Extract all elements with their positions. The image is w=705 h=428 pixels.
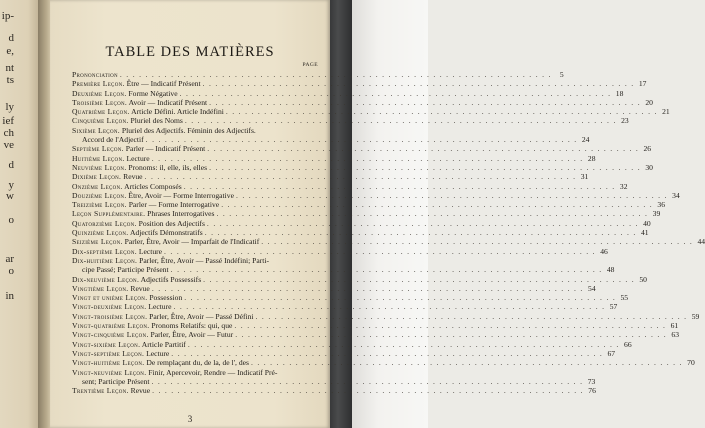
lesson-topic-continued: sent; Participe Présent	[82, 376, 150, 386]
lesson-topic: Article Défini. Article Indéfini	[129, 107, 224, 117]
toc-entry-title	[72, 116, 183, 125]
toc-entry	[72, 218, 651, 228]
dot-leader	[209, 98, 641, 107]
toc-page-number: 76	[588, 386, 596, 396]
dot-leader	[234, 321, 666, 330]
dot-leader	[145, 172, 577, 181]
lesson-label: Quatrième Leçon.	[72, 107, 130, 117]
lesson-topic: De remplaçant du, de la, de l', des	[144, 358, 249, 368]
lesson-topic: Avoir — Indicatif Présent	[127, 97, 208, 107]
dot-leader	[203, 275, 635, 284]
toc-page-number: 50	[639, 274, 647, 284]
dot-leader	[152, 284, 584, 293]
toc-entry-title	[72, 228, 203, 237]
toc-entry	[72, 386, 596, 396]
toc-page-number: 48	[606, 265, 615, 275]
toc-page-number: 61	[670, 321, 679, 331]
toc-entry	[72, 283, 596, 293]
lesson-topic: Parler, Être, Avoir — Futur	[148, 330, 234, 340]
toc-entry	[72, 79, 647, 89]
page-title: TABLE DES MATIÈRES	[105, 44, 275, 60]
facing-page-text-fragment: w	[6, 190, 14, 202]
toc-page-number: 32	[619, 181, 628, 191]
lesson-topic-continued: Accord de l'Adjectif	[82, 135, 144, 145]
lesson-label: Dixième Leçon.	[72, 172, 122, 182]
facing-page-text-fragment: ief	[2, 115, 14, 127]
lesson-label: Dix-septième Leçon.	[72, 246, 137, 256]
toc-page-number: 30	[645, 162, 653, 172]
toc-entry-title	[72, 302, 172, 311]
dot-leader	[221, 200, 653, 209]
lesson-topic: Revue	[128, 386, 151, 396]
toc-entry-title	[72, 330, 233, 339]
lesson-topic: Finir, Apercevoir, Rendre — Indicatif Pré-	[146, 367, 278, 377]
lesson-label: Vingt-neuvième Leçon.	[72, 367, 147, 377]
lesson-topic: Revue	[121, 172, 143, 182]
toc-entry-title	[72, 237, 259, 246]
toc-entry	[72, 144, 652, 154]
toc-entry-title	[72, 358, 249, 367]
toc-entry	[72, 172, 589, 182]
lesson-label: Treizième Leçon.	[72, 200, 127, 210]
lesson-topic: Pluriel des Adjectifs. Féminin des Adjectifs.	[119, 125, 256, 135]
contents-page	[50, 0, 705, 428]
toc-entry-title	[72, 172, 143, 181]
facing-page-text-fragment: ve	[3, 139, 14, 151]
lesson-topic: Parler — Forme Interrogative	[126, 200, 220, 210]
toc-page-number: 18	[615, 88, 624, 98]
dot-leader	[146, 135, 578, 144]
dot-leader	[185, 116, 617, 125]
toc-entry	[72, 255, 615, 275]
toc-page-number: 28	[587, 153, 596, 163]
lesson-topic: Phrases Interrogatives	[145, 209, 215, 219]
dot-leader	[184, 293, 616, 302]
toc-entry	[72, 190, 680, 200]
lesson-topic: Possession	[147, 293, 183, 303]
lesson-label: Cinquième Leçon.	[72, 116, 129, 126]
toc-entry-title	[72, 209, 214, 218]
toc-entry-title	[72, 368, 277, 377]
table-of-contents	[72, 70, 705, 396]
dot-leader	[256, 312, 688, 321]
toc-entry-title	[72, 89, 178, 98]
lesson-topic: Pronoms: il, elle, ils, elles	[126, 162, 208, 172]
dot-leader	[120, 70, 552, 79]
lesson-topic: Parler — Indicatif Présent	[123, 144, 206, 154]
dot-leader	[226, 107, 658, 116]
toc-page-number: 20	[645, 97, 653, 107]
toc-entry-title	[72, 70, 118, 79]
lesson-label: Sixième Leçon.	[72, 125, 120, 135]
toc-page-number: 24	[581, 135, 590, 145]
toc-entry	[72, 162, 653, 172]
dot-leader	[205, 228, 637, 237]
lesson-label: Prononciation	[72, 70, 118, 79]
lesson-label: Vingt-cinquième Leçon.	[72, 330, 149, 340]
lesson-topic: Lecture	[144, 348, 170, 358]
facing-page-text-fragment: ts	[6, 74, 14, 86]
toc-entry-title	[72, 219, 205, 228]
lesson-topic: Parler, Être, Avoir — Imparfait de l'Indicatif	[122, 237, 260, 247]
toc-entry-title	[72, 349, 169, 358]
facing-page-text-fragment: d	[8, 159, 14, 171]
toc-page-number: 31	[580, 172, 589, 182]
toc-entry	[72, 367, 596, 387]
toc-entry-title	[72, 154, 150, 163]
toc-entry	[72, 125, 590, 145]
lesson-label: Seizième Leçon.	[72, 237, 123, 247]
toc-entry-title	[72, 275, 201, 284]
lesson-topic: Article Partitif	[140, 339, 186, 349]
dot-leader	[261, 237, 693, 246]
toc-page-number: 46	[600, 246, 608, 256]
lesson-label: Vingt-troisième Leçon.	[72, 311, 148, 321]
toc-entry	[72, 209, 661, 219]
toc-entry	[72, 321, 679, 331]
toc-entry	[72, 274, 647, 284]
toc-page-number: 26	[643, 144, 652, 154]
page-column-header: PAGE	[302, 62, 318, 68]
toc-entry-title	[72, 247, 162, 256]
toc-entry	[72, 88, 624, 98]
toc-page-number: 17	[638, 79, 647, 89]
toc-entry	[72, 97, 653, 107]
toc-page-number: 40	[643, 218, 651, 228]
toc-entry-title	[72, 256, 269, 265]
toc-entry	[72, 339, 632, 349]
dot-leader	[164, 247, 596, 256]
lesson-topic: Adjectifs Démonstratifs	[128, 228, 203, 238]
dot-leader	[207, 219, 639, 228]
toc-page-number: 36	[657, 200, 665, 210]
lesson-label: Huitième Leçon.	[72, 153, 125, 163]
toc-page-number: 21	[662, 107, 670, 117]
lesson-topic: Revue	[128, 283, 150, 293]
facing-page-text-fragment: y	[8, 179, 14, 191]
dot-leader	[236, 191, 668, 200]
lesson-topic: Pluriel des Noms	[128, 116, 183, 126]
facing-page-text-fragment: e,	[6, 45, 14, 57]
lesson-label: Septième Leçon.	[72, 144, 124, 154]
lesson-label: Neuvième Leçon.	[72, 162, 127, 172]
dot-leader	[207, 144, 639, 153]
dot-leader	[203, 79, 635, 88]
facing-page	[0, 0, 40, 428]
lesson-topic: Lecture	[124, 153, 150, 163]
facing-page-text-fragment: d	[8, 32, 14, 44]
lesson-label: Vingtième Leçon.	[72, 283, 129, 293]
dot-leader	[180, 89, 612, 98]
lesson-label: Onzième Leçon.	[72, 181, 123, 191]
dot-leader	[188, 340, 620, 349]
toc-entry	[72, 311, 700, 321]
toc-page-number: 54	[588, 283, 596, 293]
toc-page-number: 59	[691, 311, 700, 321]
toc-page-number: 39	[652, 209, 661, 219]
dot-leader	[235, 330, 667, 339]
toc-page-number: 67	[607, 348, 616, 358]
toc-entry	[72, 348, 616, 358]
lesson-label: Vingt-deuxième Leçon.	[72, 302, 147, 312]
toc-entry-title	[72, 321, 232, 330]
lesson-label: Dix-neuvième Leçon.	[72, 274, 140, 284]
toc-page-number: 70	[687, 358, 695, 368]
lesson-topic: Pronoms Relatifs: qui, que	[149, 321, 233, 331]
toc-page-number: 44	[697, 237, 705, 247]
toc-page-number: 34	[672, 190, 680, 200]
toc-entry	[72, 302, 618, 312]
lesson-label: Première Leçon.	[72, 79, 125, 89]
toc-page-number: 23	[621, 116, 629, 126]
lesson-topic: Parler, Être, Avoir — Passé Indéfini; Parti-	[137, 255, 269, 265]
toc-entry-title	[72, 126, 256, 135]
toc-entry	[72, 70, 564, 79]
toc-entry-title	[72, 191, 234, 200]
toc-entry-title	[72, 79, 201, 88]
facing-page-text-fragment: ar	[5, 253, 14, 265]
toc-entry-title	[72, 200, 219, 209]
toc-entry	[72, 293, 629, 303]
toc-entry	[72, 153, 596, 163]
lesson-label: Quinzième Leçon.	[72, 228, 129, 238]
toc-entry-title	[72, 107, 224, 116]
toc-entry	[72, 181, 628, 191]
lesson-topic: Articles Composés	[122, 181, 182, 191]
lesson-label: Troisième Leçon.	[72, 97, 128, 107]
lesson-topic: Forme Négative	[126, 88, 178, 98]
dot-leader	[216, 209, 648, 218]
facing-page-text-fragment: in	[5, 290, 14, 302]
lesson-label: Vingt-quatrième Leçon.	[72, 321, 150, 331]
lesson-topic: Être, Avoir — Forme Interrogative	[126, 190, 234, 200]
toc-entry-title	[72, 284, 150, 293]
toc-entry-title	[72, 163, 207, 172]
facing-page-text-fragment: o	[8, 214, 14, 226]
dot-leader	[151, 377, 583, 386]
toc-entry	[72, 200, 665, 210]
lesson-topic: Parler, Être, Avoir — Passé Défini	[147, 311, 254, 321]
lesson-topic: Lecture	[136, 246, 163, 256]
toc-entry-title	[72, 98, 207, 107]
lesson-label: Vingt-huitième Leçon.	[72, 358, 145, 368]
facing-page-text-fragment: ly	[5, 101, 14, 113]
toc-entry-title	[72, 340, 186, 349]
lesson-label: Douzième Leçon.	[72, 190, 127, 200]
facing-page-text-fragment: ip-	[1, 10, 14, 22]
toc-entry	[72, 116, 629, 126]
toc-page-number: 57	[609, 302, 618, 312]
toc-entry	[72, 358, 695, 368]
dot-leader	[174, 302, 606, 311]
lesson-label: Quatorzième Leçon.	[72, 218, 137, 228]
toc-page-number: 5	[559, 70, 564, 79]
toc-page-number: 73	[587, 376, 596, 386]
toc-entry	[72, 246, 608, 256]
facing-page-text-fragment: o	[8, 265, 14, 277]
page-number: 3	[187, 414, 193, 424]
toc-entry-title	[72, 144, 205, 153]
dot-leader	[209, 163, 641, 172]
dot-leader	[171, 349, 603, 358]
facing-page-text-fragment: nt	[5, 62, 14, 74]
lesson-label: Trentième Leçon.	[72, 386, 129, 396]
lesson-label: Vingt et unième Leçon.	[72, 293, 148, 303]
lesson-topic: Adjectifs Possessifs	[139, 274, 202, 284]
toc-entry-title	[72, 312, 254, 321]
lesson-label: Vingt-sixième Leçon.	[72, 339, 141, 349]
lesson-label: Deuxième Leçon.	[72, 88, 127, 98]
toc-page-number: 63	[671, 330, 679, 340]
toc-page-number: 41	[640, 228, 649, 238]
lesson-topic: Être — Indicatif Présent	[124, 79, 201, 89]
dot-leader	[152, 386, 584, 395]
toc-entry	[72, 107, 670, 117]
lesson-topic-continued: cipe Passé; Participe Présent	[82, 265, 169, 275]
toc-page-number: 66	[624, 339, 632, 349]
lesson-label: Dix-huitième Leçon.	[72, 255, 138, 265]
toc-entry	[72, 330, 679, 340]
toc-entry	[72, 237, 705, 247]
dot-leader	[184, 182, 616, 191]
lesson-label: Leçon Supplémentaire.	[72, 209, 146, 219]
toc-entry-title	[72, 386, 150, 395]
toc-page-number: 55	[620, 293, 629, 303]
dot-leader	[152, 154, 584, 163]
lesson-label: Vingt-septième Leçon.	[72, 348, 145, 358]
lesson-topic: Lecture	[146, 302, 172, 312]
toc-entry-title	[72, 293, 182, 302]
toc-entry-title	[72, 182, 182, 191]
dot-leader	[171, 265, 603, 274]
facing-page-text-fragment: ch	[3, 127, 14, 139]
lesson-topic: Position des Adjectifs	[136, 218, 205, 228]
dot-leader	[251, 358, 683, 367]
toc-entry	[72, 228, 649, 238]
